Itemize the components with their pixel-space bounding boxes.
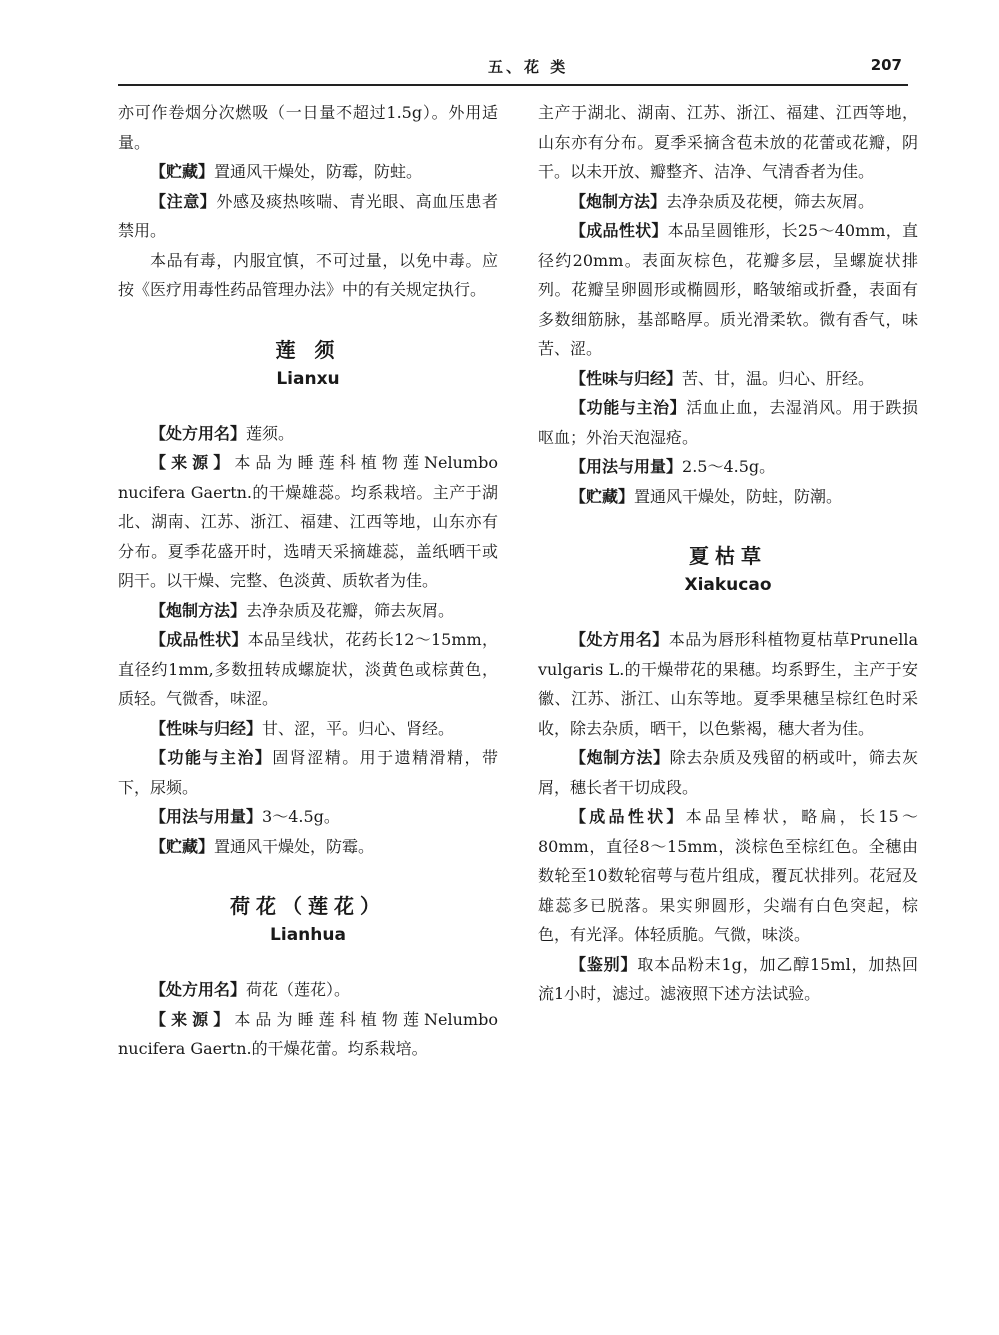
- paragraph: 主产于湖北、湖南、江苏、浙江、福建、江西等地，山东亦有分布。夏季采摘含苞未放的花蕾或花瓣，阴干。以未开放、瓣整齐、洁净、气清香者为佳。: [538, 103, 918, 181]
- entry-taste-meridian: 【性味与归经】甘、涩，平。归心、肾经。: [150, 718, 455, 738]
- entry-prescription-name: 【处方用名】荷花（莲花）。: [150, 980, 351, 999]
- entry-properties: 【成品性状】本品呈圆锥形，长25～40mm，直径约20mm。表面灰棕色，花瓣多层，呈螺旋状排列。花瓣呈卵圆形或椭圆形，略皱缩或折叠，表面有多数细筋脉，基部略厚。质光滑柔软。微有香气，味苦、涩。: [538, 221, 918, 358]
- page-number: 207: [870, 56, 902, 74]
- entry-prescription-name: 【处方用名】本品为唇形科植物夏枯草Prunella vulgaris L.的干燥带花的果穗。均系野生，主产于安徽、江苏、浙江、山东等地。夏季果穗呈棕红色时采收，除去杂质，晒干，以色紫褐，穗大者为佳。: [538, 630, 918, 738]
- section-title-hehua: 荷花（莲花）: [230, 894, 386, 918]
- paragraph: 本品有毒，内服宜慎，不可过量，以免中毒。应按《医疗用毒性药品管理办法》中的有关规定执行。: [118, 250, 498, 299]
- paragraph: 亦可作卷烟分次燃吸（一日量不超过1.5g）。外用适量。: [118, 103, 498, 152]
- left-column: [118, 98, 498, 1064]
- entry-processing: 【炮制方法】去净杂质及花梗，筛去灰屑。: [570, 191, 875, 211]
- entry-properties: 【成品性状】本品呈线状，花药长12～15mm，直径约1mm,多数扭转成螺旋状，淡黄色或棕黄色，质轻。气微香，味涩。: [118, 630, 498, 708]
- section-title-lianxu: 莲 须: [275, 337, 341, 362]
- page-header: [118, 50, 908, 80]
- entry-dosage: 【用法与用量】3～4.5g。: [150, 807, 340, 826]
- paragraph: 【注意】外感及痰热咳喘、青光眼、高血压患者禁用。: [118, 191, 498, 240]
- entry-processing: 【炮制方法】除去杂质及残留的柄或叶，筛去灰屑，穗长者干切成段。: [538, 748, 918, 797]
- paragraph: 【贮藏】置通风干燥处，防霉，防蛀。: [150, 162, 423, 181]
- entry-processing: 【炮制方法】去净杂质及花瓣，筛去灰屑。: [150, 600, 455, 620]
- entry-source: 【来源】本品为睡莲科植物莲Nelumbo nucifera Gaertn.的干燥雄蕊。均系栽培。主产于湖北、湖南、江苏、浙江、福建、江西等地，山东亦有分布。夏季花盛开时，选晴天采摘雄蕊，盖纸晒干或阴干。以干燥、完整、色淡黄、质软者为佳。: [118, 453, 498, 590]
- section-title-xiakucao: 夏枯草: [689, 544, 767, 568]
- entry-storage: 【贮藏】置通风干燥处，防蛀，防潮。: [570, 486, 843, 506]
- entry-properties: 【成品性状】本品呈棒状，略扁，长15～80mm，直径8～15mm，淡棕色至棕红色。全穗由数轮至10数轮宿萼与苞片组成，覆瓦状排列。花冠及雄蕊多已脱落。果实卵圆形，尖端有白色突起，棕色，有光泽。体轻质脆。气微，味淡。: [538, 807, 918, 944]
- entry-source: 【来源】本品为睡莲科植物莲Nelumbo nucifera Gaertn.的干燥花蕾。均系栽培。: [118, 1009, 498, 1058]
- entry-storage: 【贮藏】置通风干燥处，防霉。: [150, 836, 375, 856]
- entry-identification: 【鉴别】取本品粉末1g，加乙醇15ml，加热回流1小时，滤过。滤液照下述方法试验。: [538, 954, 918, 1003]
- entry-dosage: 【用法与用量】2.5～4.5g。: [570, 457, 776, 476]
- section-pinyin-xiakucao: Xiakucao: [684, 575, 772, 595]
- section-pinyin-hehua: Lianhua: [270, 925, 346, 945]
- entry-prescription-name: 【处方用名】莲须。: [150, 423, 295, 443]
- entry-taste-meridian: 【性味与归经】苦、甘，温。归心、肝经。: [570, 368, 875, 388]
- entry-function: 【功能与主治】固肾涩精。用于遗精滑精，带下，尿频。: [118, 748, 498, 797]
- header-rule: [118, 84, 908, 86]
- entry-function: 【功能与主治】活血止血，去湿消风。用于跌损呕血；外治天泡湿疮。: [538, 398, 918, 447]
- right-column: [538, 98, 918, 1009]
- section-pinyin-lianxu: Lianxu: [276, 368, 340, 389]
- running-head: 五、花 类: [488, 58, 569, 76]
